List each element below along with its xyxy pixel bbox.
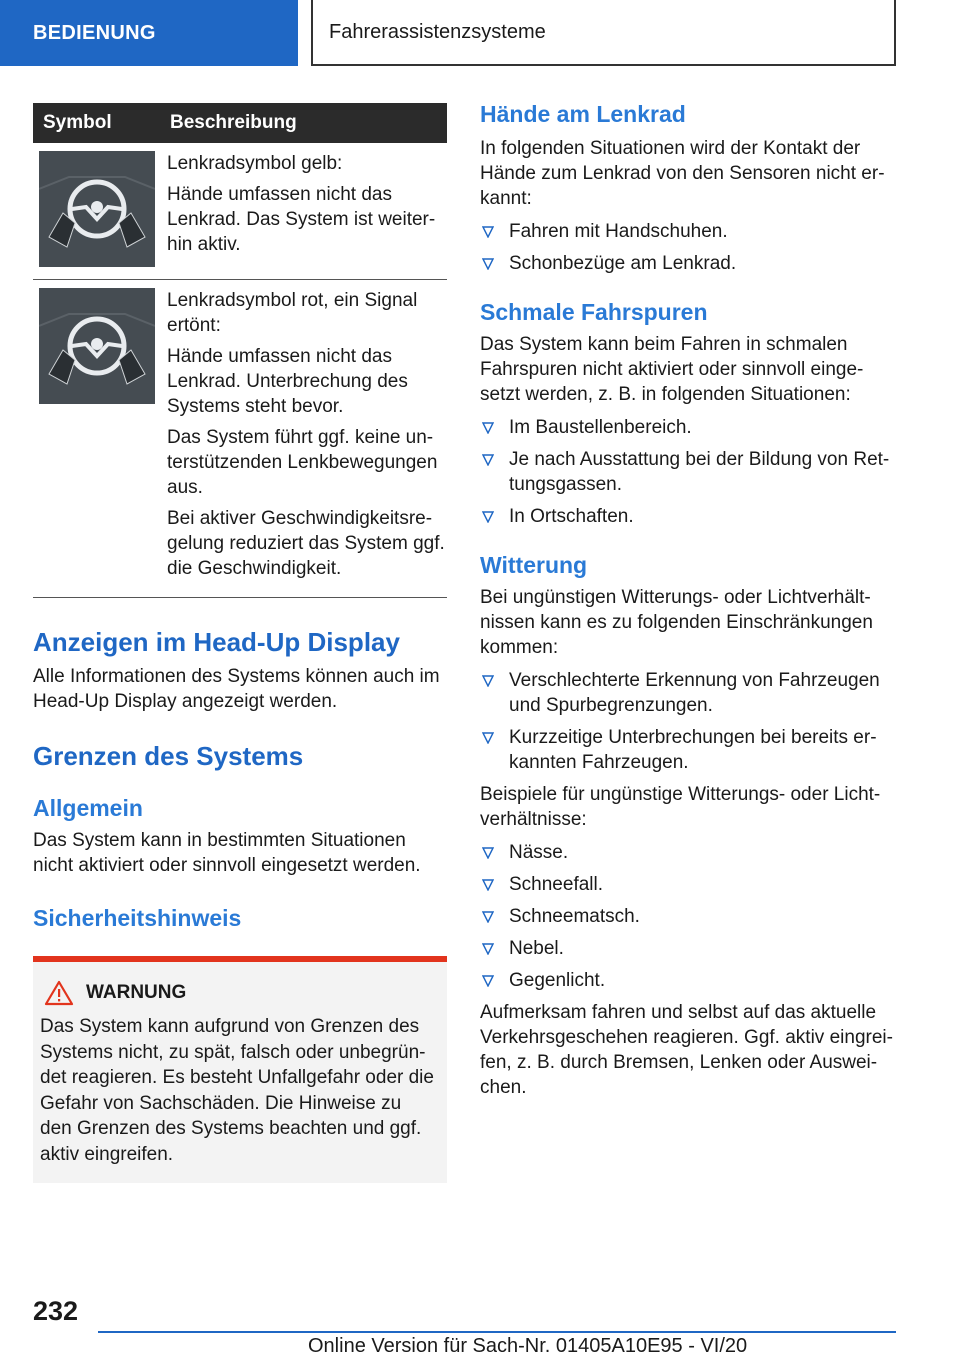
lanes-text: Das System kann beim Fahren in schmalen Fahrspuren nicht aktiviert oder sinnvoll einge- setzt werden, z. B. in folgenden Situationen: xyxy=(480,334,864,405)
weather-list xyxy=(480,668,900,775)
examples-text: Beispiele für ungünstige Witterungs- oder Licht- verhältnisse: xyxy=(480,784,881,830)
triangle-bullet-icon xyxy=(482,258,494,270)
hands-list xyxy=(480,219,900,276)
hands-heading: Hände am Lenkrad xyxy=(480,101,686,127)
hands-text: In folgenden Situationen wird der Kontakt der Hände zum Lenkrad von den Sensoren nicht er- kannt: xyxy=(480,138,885,209)
list-item: Schneematsch. xyxy=(480,904,900,929)
warning-box xyxy=(33,956,447,1183)
triangle-bullet-icon xyxy=(482,879,494,891)
triangle-bullet-icon xyxy=(482,975,494,987)
list-item: Im Baustellenbereich. xyxy=(480,415,900,440)
page-number: 232 xyxy=(33,1296,79,1326)
list-item: Kurzzeitige Unterbrechungen bei bereits er- kannten Fahrzeugen. xyxy=(480,725,900,775)
table-header-symbol: Symbol xyxy=(33,103,167,143)
list-item: Nebel. xyxy=(480,936,900,961)
warning-text: Das System kann aufgrund von Grenzen des Systems nicht, zu spät, falsch oder unbegrün- det reagieren. Es besteht Unfallgefahr oder die Gefahr von Sachschäden. Die Hinweise zu den Grenzen des Systems beachten und ggf. aktiv eingreifen. xyxy=(40,1016,434,1165)
table-row xyxy=(33,143,447,280)
list-item: Schneefall. xyxy=(480,872,900,897)
weather-text: Bei ungünstigen Witterungs- oder Lichtverhält- nissen kann es zu folgenden Einschränkungen kommen: xyxy=(480,587,873,658)
section-tab xyxy=(0,0,298,66)
row-1-line-1: Lenkradsymbol gelb: xyxy=(167,153,343,174)
row-2-line-1: Lenkradsymbol rot, ein Signal ertönt: xyxy=(167,290,418,336)
warning-triangle-icon xyxy=(44,980,74,1006)
table-row xyxy=(33,280,447,598)
triangle-bullet-icon xyxy=(482,732,494,744)
lanes-heading: Schmale Fahrspuren xyxy=(480,299,708,325)
warning-title: WARNUNG xyxy=(86,982,187,1003)
hud-heading: Anzeigen im Head-Up Display xyxy=(33,627,400,657)
triangle-bullet-icon xyxy=(482,911,494,923)
lanes-list xyxy=(480,415,900,529)
triangle-bullet-icon xyxy=(482,943,494,955)
steering-wheel-red-icon xyxy=(39,288,155,404)
chapter-header xyxy=(311,0,896,66)
triangle-bullet-icon xyxy=(482,226,494,238)
general-heading: Allgemein xyxy=(33,795,143,821)
left-column xyxy=(33,103,447,1183)
triangle-bullet-icon xyxy=(482,675,494,687)
triangle-bullet-icon xyxy=(482,847,494,859)
list-item: Je nach Ausstattung bei der Bildung von Ret- tungsgassen. xyxy=(480,447,900,497)
symbol-table xyxy=(33,103,447,598)
closing-text: Aufmerksam fahren und selbst auf das aktuelle Verkehrsgeschehen reagieren. Ggf. aktiv eingrei- fen, z. B. durch Bremsen, Lenken oder Auswei- chen. xyxy=(480,1002,893,1098)
steering-wheel-yellow-icon xyxy=(39,151,155,267)
limits-heading: Grenzen des Systems xyxy=(33,741,304,771)
table-header-description: Beschreibung xyxy=(167,103,447,143)
row-2-line-3: Das System führt ggf. keine un- terstützenden Lenkbewegungen aus. xyxy=(167,427,438,498)
weather-heading: Witterung xyxy=(480,552,588,578)
hud-text: Alle Informationen des Systems können auch im Head-Up Display angezeigt werden. xyxy=(33,666,440,712)
footer-text: Online Version für Sach-Nr. 01405A10E95 - VI/20 xyxy=(308,1335,748,1357)
chapter-title: Fahrerassistenzsysteme xyxy=(329,20,546,43)
general-text: Das System kann in bestimmten Situationen nicht aktiviert oder sinnvoll eingesetzt werden. xyxy=(33,830,421,876)
list-item: Fahren mit Handschuhen. xyxy=(480,219,900,244)
triangle-bullet-icon xyxy=(482,511,494,523)
examples-list xyxy=(480,840,900,993)
section-label: BEDIENUNG xyxy=(33,21,156,44)
safety-heading: Sicherheitshinweis xyxy=(33,905,242,931)
list-item: Gegenlicht. xyxy=(480,968,900,993)
list-item: Nässe. xyxy=(480,840,900,865)
list-item: Schonbezüge am Lenkrad. xyxy=(480,251,900,276)
footer-divider xyxy=(98,1331,896,1333)
row-2-line-2: Hände umfassen nicht das Lenkrad. Unterbrechung des Systems steht bevor. xyxy=(167,346,408,417)
row-2-line-4: Bei aktiver Geschwindigkeitsre- gelung reduziert das System ggf. die Geschwindigkeit. xyxy=(167,508,445,579)
right-column xyxy=(480,100,900,1100)
row-1-line-2: Hände umfassen nicht das Lenkrad. Das System ist weiter- hin aktiv. xyxy=(167,184,436,255)
list-item: In Ortschaften. xyxy=(480,504,900,529)
list-item: Verschlechterte Erkennung von Fahrzeugen und Spurbegrenzungen. xyxy=(480,668,900,718)
triangle-bullet-icon xyxy=(482,422,494,434)
triangle-bullet-icon xyxy=(482,454,494,466)
